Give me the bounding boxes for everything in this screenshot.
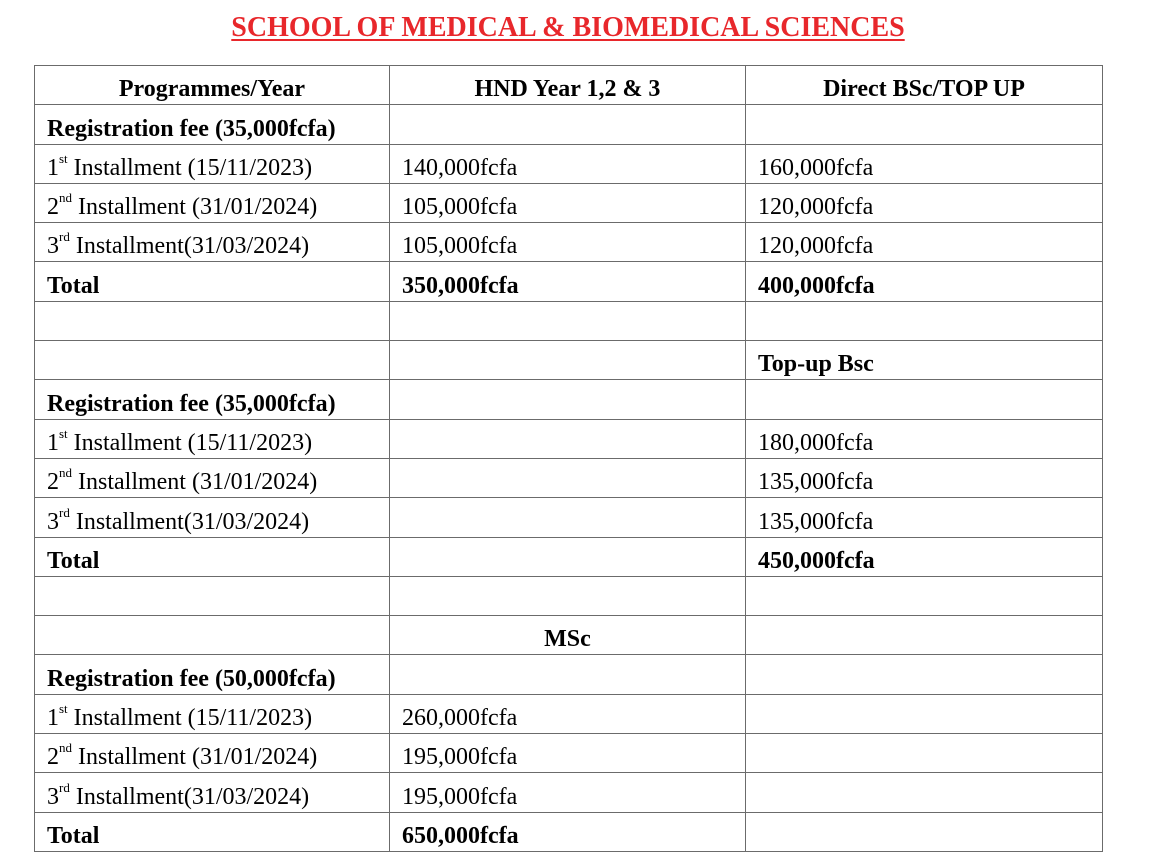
direct-amount: 120,000fcfa [745, 223, 1102, 262]
empty-cell [389, 655, 745, 694]
table-row [35, 223, 1103, 262]
ordinal-suffix: rd [59, 229, 70, 245]
installment-label [35, 223, 390, 262]
empty-cell [745, 616, 1102, 655]
installment-label [35, 694, 390, 733]
msc-amount: 195,000fcfa [389, 773, 745, 812]
table-row-total [35, 537, 1103, 576]
total-label: Total [35, 262, 390, 301]
spacer-row [35, 576, 1103, 615]
table-row [35, 458, 1103, 497]
table-header-row [35, 66, 1103, 105]
msc-amount: 260,000fcfa [389, 694, 745, 733]
table-row [35, 144, 1103, 183]
table-row [35, 183, 1103, 222]
installment-text: Installment (31/01/2024) [72, 194, 318, 221]
empty-cell [35, 301, 390, 340]
registration-fee-label: Registration fee (35,000fcfa) [35, 380, 390, 419]
ordinal-suffix: rd [59, 504, 70, 520]
empty-cell [389, 537, 745, 576]
ordinal-suffix: st [59, 701, 68, 717]
topup-amount: 135,000fcfa [745, 458, 1102, 497]
installment-label [35, 773, 390, 812]
ordinal-number: 2 [47, 469, 59, 496]
ordinal-number: 2 [47, 744, 59, 771]
hnd-amount: 140,000fcfa [389, 144, 745, 183]
installment-label [35, 458, 390, 497]
ordinal-number: 2 [47, 194, 59, 221]
empty-cell [389, 498, 745, 537]
direct-total: 400,000fcfa [745, 262, 1102, 301]
hnd-amount: 105,000fcfa [389, 223, 745, 262]
ordinal-suffix: rd [59, 779, 70, 795]
installment-label [35, 734, 390, 773]
table-row [35, 655, 1103, 694]
installment-text: Installment (31/01/2024) [72, 744, 318, 771]
empty-cell [745, 655, 1102, 694]
installment-text: Installment (31/01/2024) [72, 469, 318, 496]
section-heading-row [35, 341, 1103, 380]
table-row-total [35, 262, 1103, 301]
topup-amount: 135,000fcfa [745, 498, 1102, 537]
ordinal-suffix: st [59, 150, 68, 166]
topup-amount: 180,000fcfa [745, 419, 1102, 458]
installment-text: Installment (15/11/2023) [67, 154, 313, 181]
ordinal-number: 1 [47, 705, 59, 732]
total-label: Total [35, 537, 390, 576]
empty-cell [389, 380, 745, 419]
empty-cell [745, 576, 1102, 615]
spacer-row [35, 301, 1103, 340]
document-title: SCHOOL OF MEDICAL & BIOMEDICAL SCIENCES [231, 12, 905, 43]
total-label: Total [35, 812, 390, 851]
msc-amount: 195,000fcfa [389, 734, 745, 773]
empty-cell [745, 773, 1102, 812]
table-row [35, 105, 1103, 144]
ordinal-suffix: nd [59, 740, 72, 756]
table-row [35, 380, 1103, 419]
direct-amount: 160,000fcfa [745, 144, 1102, 183]
empty-cell [745, 380, 1102, 419]
header-programmes: Programmes/Year [35, 66, 390, 105]
ordinal-suffix: st [59, 425, 68, 441]
table-row [35, 773, 1103, 812]
empty-cell [389, 341, 745, 380]
ordinal-number: 3 [47, 233, 59, 260]
section-heading-row [35, 616, 1103, 655]
ordinal-number: 1 [47, 154, 59, 181]
empty-cell [389, 419, 745, 458]
empty-cell [745, 812, 1102, 851]
empty-cell [745, 734, 1102, 773]
topup-total: 450,000fcfa [745, 537, 1102, 576]
header-direct: Direct BSc/TOP UP [745, 66, 1102, 105]
empty-cell [389, 301, 745, 340]
registration-fee-label: Registration fee (50,000fcfa) [35, 655, 390, 694]
msc-total: 650,000fcfa [389, 812, 745, 851]
ordinal-number: 1 [47, 429, 59, 456]
table-row [35, 498, 1103, 537]
table-row [35, 419, 1103, 458]
empty-cell [745, 301, 1102, 340]
hnd-total: 350,000fcfa [389, 262, 745, 301]
fees-table [34, 65, 1103, 852]
empty-cell [745, 694, 1102, 733]
installment-label [35, 183, 390, 222]
empty-cell [389, 576, 745, 615]
ordinal-number: 3 [47, 783, 59, 810]
ordinal-suffix: nd [59, 465, 72, 481]
ordinal-number: 3 [47, 508, 59, 535]
registration-fee-label: Registration fee (35,000fcfa) [35, 105, 390, 144]
empty-cell [35, 576, 390, 615]
table-row [35, 694, 1103, 733]
installment-text: Installment(31/03/2024) [69, 233, 310, 260]
hnd-amount: 105,000fcfa [389, 183, 745, 222]
empty-cell [35, 341, 390, 380]
ordinal-suffix: nd [59, 190, 72, 206]
table-row [35, 734, 1103, 773]
direct-amount: 120,000fcfa [745, 183, 1102, 222]
installment-label [35, 498, 390, 537]
installment-text: Installment(31/03/2024) [69, 783, 310, 810]
installment-text: Installment(31/03/2024) [69, 508, 310, 535]
installment-text: Installment (15/11/2023) [67, 705, 313, 732]
installment-text: Installment (15/11/2023) [67, 429, 313, 456]
empty-cell [745, 105, 1102, 144]
installment-label [35, 419, 390, 458]
msc-heading: MSc [389, 616, 745, 655]
installment-label [35, 144, 390, 183]
topup-bsc-heading: Top-up Bsc [745, 341, 1102, 380]
empty-cell [389, 105, 745, 144]
empty-cell [389, 458, 745, 497]
empty-cell [35, 616, 390, 655]
header-hnd: HND Year 1,2 & 3 [389, 66, 745, 105]
table-row-total [35, 812, 1103, 851]
